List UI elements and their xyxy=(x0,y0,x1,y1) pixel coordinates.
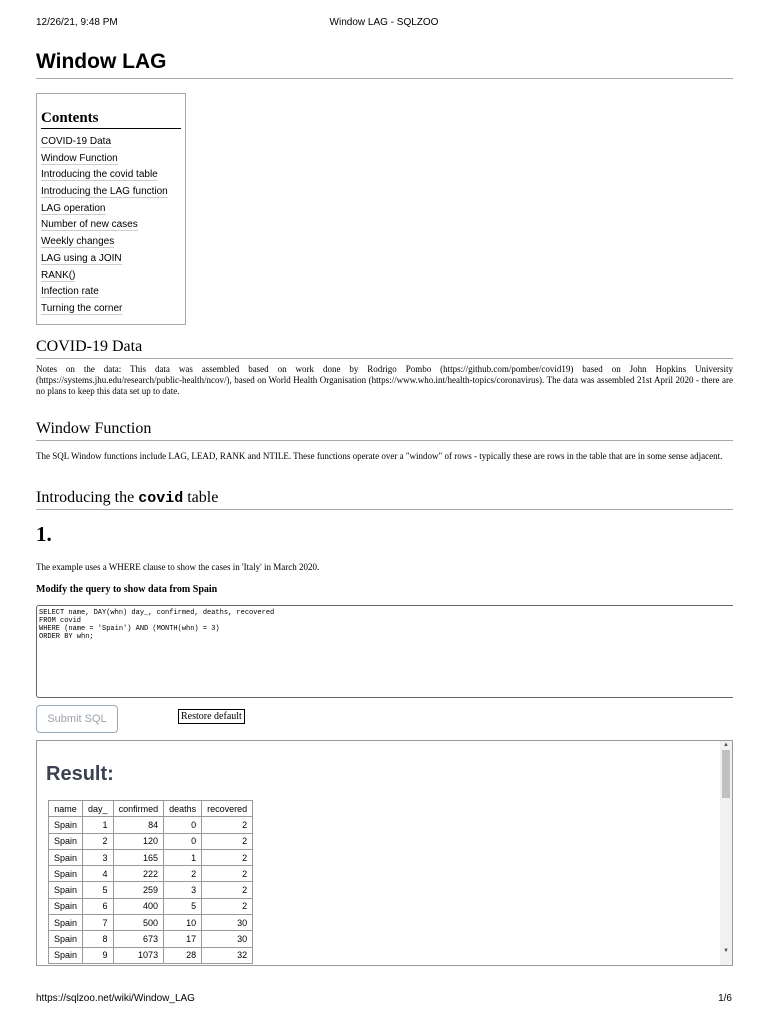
cell: Spain xyxy=(49,817,83,833)
table-row xyxy=(49,915,253,931)
toc-link[interactable]: Infection rate xyxy=(41,286,99,298)
table-row xyxy=(49,866,253,882)
cell: 17 xyxy=(164,931,202,947)
table-row xyxy=(49,849,253,865)
cell: 10 xyxy=(164,915,202,931)
cell: Spain xyxy=(49,915,83,931)
cell: 120 xyxy=(113,833,164,849)
toc-item[interactable] xyxy=(41,184,168,201)
toc-item[interactable] xyxy=(41,134,168,151)
table-row xyxy=(49,947,253,963)
toc-link[interactable]: Weekly changes xyxy=(41,236,115,248)
question-number: 1. xyxy=(36,522,52,546)
cell: Spain xyxy=(49,849,83,865)
toc-link[interactable]: LAG operation xyxy=(41,202,106,214)
cell: 1 xyxy=(83,817,114,833)
cell: 7 xyxy=(83,915,114,931)
window-function-text: The SQL Window functions include LAG, LEAD, RANK and NTILE. These functions operate over a "window" of rows - typically these are rows in the table that are in some sense adjacent. xyxy=(36,451,723,461)
result-panel[interactable] xyxy=(36,740,733,966)
cell: 8 xyxy=(83,931,114,947)
section-heading-window: Window Function xyxy=(36,420,733,441)
cell: 2 xyxy=(202,882,253,898)
cell: Spain xyxy=(49,833,83,849)
cell: 400 xyxy=(113,898,164,914)
toc-item[interactable] xyxy=(41,201,168,218)
print-doc-title: Window LAG - SQLZOO xyxy=(329,17,439,28)
restore-default-button[interactable]: Restore default xyxy=(178,709,245,724)
section-heading-covid: COVID-19 Data xyxy=(36,338,733,359)
toc-link[interactable]: RANK() xyxy=(41,269,76,281)
table-row xyxy=(49,817,253,833)
table-of-contents xyxy=(36,93,186,325)
heading-text: Introducing the xyxy=(36,489,139,506)
sql-code[interactable]: SELECT name, DAY(whn) day_, confirmed, deaths, recovered FROM covid WHERE (name = 'Spain') AND (MONTH(whn) = 3) ORDER BY whn; xyxy=(39,609,275,641)
table-row xyxy=(49,833,253,849)
toc-link[interactable]: Turning the corner xyxy=(41,302,123,314)
cell: Spain xyxy=(49,931,83,947)
toc-link[interactable]: Introducing the LAG function xyxy=(41,186,168,198)
cell: 165 xyxy=(113,849,164,865)
cell: 2 xyxy=(164,866,202,882)
scroll-down-arrow-icon[interactable]: ▼ xyxy=(723,948,729,954)
toc-item[interactable] xyxy=(41,301,168,318)
sql-editor[interactable] xyxy=(36,605,733,698)
heading-code: covid xyxy=(138,490,184,507)
toc-item[interactable] xyxy=(41,251,168,268)
scroll-up-arrow-icon[interactable]: ▲ xyxy=(723,742,729,748)
cell: Spain xyxy=(49,866,83,882)
cell: 2 xyxy=(202,866,253,882)
cell: 1073 xyxy=(113,947,164,963)
toc-item[interactable] xyxy=(41,167,168,184)
covid-notes: Notes on the data: This data was assembled based on work done by Rodrigo Pombo (https://github.com/pomber/covid19) based on John Hopkins University (https://systems.jhu.edu/research/public-health/ncov/), based on World Health Organisation (https://www.who.int/health-topics/coronavirus). The data was assembled 21st April 2020 - there are no plans to keep this data set up to date. xyxy=(36,364,733,396)
cell: 0 xyxy=(164,817,202,833)
cell: 9 xyxy=(83,947,114,963)
cell: 2 xyxy=(202,849,253,865)
toc-link[interactable]: LAG using a JOIN xyxy=(41,252,122,264)
column-header: confirmed xyxy=(113,801,164,817)
cell: 2 xyxy=(83,833,114,849)
cell: 673 xyxy=(113,931,164,947)
column-header: deaths xyxy=(164,801,202,817)
toc-link[interactable]: Number of new cases xyxy=(41,219,138,231)
question-task: Modify the query to show data from Spain xyxy=(36,584,218,595)
print-header xyxy=(36,17,732,31)
scrollbar-thumb[interactable] xyxy=(722,750,730,798)
cell: 3 xyxy=(164,882,202,898)
table-row xyxy=(49,898,253,914)
print-page-number: 1/6 xyxy=(718,993,732,1004)
column-header: recovered xyxy=(202,801,253,817)
toc-link[interactable]: COVID-19 Data xyxy=(41,136,112,147)
toc-item[interactable] xyxy=(41,284,168,301)
toc-item[interactable] xyxy=(41,234,168,251)
heading-text: table xyxy=(183,489,219,506)
table-row xyxy=(49,931,253,947)
cell: 2 xyxy=(202,833,253,849)
cell: 4 xyxy=(83,866,114,882)
cell: 32 xyxy=(202,947,253,963)
toc-list xyxy=(41,134,168,318)
cell: 500 xyxy=(113,915,164,931)
result-heading: Result: xyxy=(46,763,114,785)
print-footer xyxy=(36,993,732,1007)
print-datetime: 12/26/21, 9:48 PM xyxy=(36,17,118,28)
cell: 5 xyxy=(164,898,202,914)
cell: 6 xyxy=(83,898,114,914)
cell: 259 xyxy=(113,882,164,898)
page-title: Window LAG xyxy=(36,50,733,79)
cell: Spain xyxy=(49,947,83,963)
cell: 2 xyxy=(202,898,253,914)
cell: 84 xyxy=(113,817,164,833)
table-row xyxy=(49,882,253,898)
toc-item[interactable] xyxy=(41,268,168,285)
toc-item[interactable] xyxy=(41,217,168,234)
cell: 3 xyxy=(83,849,114,865)
cell: 5 xyxy=(83,882,114,898)
cell: Spain xyxy=(49,898,83,914)
cell: 30 xyxy=(202,931,253,947)
table-header-row xyxy=(49,801,253,817)
result-scrollbar[interactable] xyxy=(720,741,732,965)
submit-sql-button[interactable]: Submit SQL xyxy=(36,705,118,733)
cell: 2 xyxy=(202,817,253,833)
section-heading-covid-table xyxy=(36,489,733,510)
toc-link[interactable]: Introducing the covid table xyxy=(41,169,158,181)
print-url: https://sqlzoo.net/wiki/Window_LAG xyxy=(36,993,195,1004)
cell: 1 xyxy=(164,849,202,865)
result-table xyxy=(48,800,253,964)
cell: 30 xyxy=(202,915,253,931)
column-header: name xyxy=(49,801,83,817)
toc-link[interactable]: Window Function xyxy=(41,152,118,164)
column-header: day_ xyxy=(83,801,114,817)
question-text: The example uses a WHERE clause to show the cases in 'Italy' in March 2020. xyxy=(36,562,320,572)
cell: Spain xyxy=(49,882,83,898)
cell: 28 xyxy=(164,947,202,963)
toc-item[interactable] xyxy=(41,151,168,168)
toc-title: Contents xyxy=(41,110,181,129)
cell: 0 xyxy=(164,833,202,849)
cell: 222 xyxy=(113,866,164,882)
